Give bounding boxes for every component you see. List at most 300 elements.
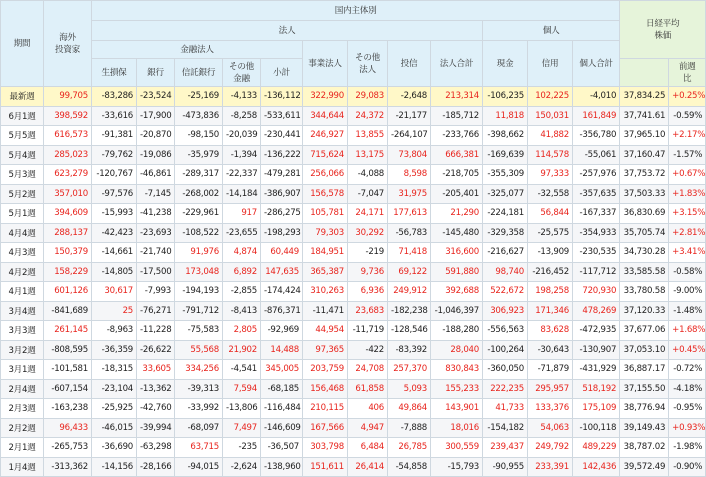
row-period: 最新週 xyxy=(1,87,44,107)
table-cell: 30,292 xyxy=(348,223,388,243)
table-cell: -13,362 xyxy=(137,379,175,399)
table-cell: 478,269 xyxy=(573,301,620,321)
table-cell: 28,040 xyxy=(431,340,483,360)
table-cell: 2,805 xyxy=(223,321,261,341)
table-cell: 79,303 xyxy=(303,223,348,243)
table-cell: -68,185 xyxy=(261,379,303,399)
table-cell: 345,005 xyxy=(261,360,303,380)
table-cell: 257,370 xyxy=(388,360,431,380)
table-cell: -20,039 xyxy=(223,126,261,146)
table-cell: -354,933 xyxy=(573,223,620,243)
table-cell: 147,635 xyxy=(261,262,303,282)
table-cell: -8,258 xyxy=(223,106,261,126)
table-cell: -216,452 xyxy=(528,262,573,282)
table-cell: -355,309 xyxy=(483,165,528,185)
table-cell: -101,581 xyxy=(44,360,92,380)
header-investment-trust: 投信 xyxy=(388,41,431,87)
table-cell: -1,394 xyxy=(223,145,261,165)
table-cell: -224,181 xyxy=(483,204,528,224)
header-subtotal: 小計 xyxy=(261,59,303,87)
table-cell: -4,010 xyxy=(573,87,620,107)
table-cell: -472,935 xyxy=(573,321,620,341)
table-cell: 666,381 xyxy=(431,145,483,165)
table-cell: 591,880 xyxy=(431,262,483,282)
table-cell: 357,010 xyxy=(44,184,92,204)
table-cell: 37,160.47 xyxy=(620,145,669,165)
table-cell: -357,635 xyxy=(573,184,620,204)
table-cell: +3.41% xyxy=(669,243,706,263)
table-cell: 213,314 xyxy=(431,87,483,107)
table-cell: -26,622 xyxy=(137,340,175,360)
table-row xyxy=(1,321,706,341)
header-foreign-investors: 海外 投資家 xyxy=(44,1,92,87)
table-cell: -33,616 xyxy=(92,106,137,126)
table-cell: 4,874 xyxy=(223,243,261,263)
table-cell: -1.98% xyxy=(669,438,706,458)
table-cell: -19,086 xyxy=(137,145,175,165)
table-cell: -79,762 xyxy=(92,145,137,165)
table-cell: -268,002 xyxy=(175,184,223,204)
table-cell: 285,023 xyxy=(44,145,92,165)
table-cell: 155,233 xyxy=(431,379,483,399)
table-cell: 33,605 xyxy=(137,360,175,380)
table-cell: -169,639 xyxy=(483,145,528,165)
row-period: 6月1週 xyxy=(1,106,44,126)
table-cell: 21,290 xyxy=(431,204,483,224)
table-cell: 522,672 xyxy=(483,282,528,302)
table-cell: -120,767 xyxy=(92,165,137,185)
table-cell: 63,715 xyxy=(175,438,223,458)
table-cell: 29,083 xyxy=(348,87,388,107)
table-cell: -100,264 xyxy=(483,340,528,360)
table-cell: 26,414 xyxy=(348,457,388,477)
table-cell: -39,313 xyxy=(175,379,223,399)
table-cell: -7,145 xyxy=(137,184,175,204)
table-cell: 13,855 xyxy=(348,126,388,146)
table-cell: -398,662 xyxy=(483,126,528,146)
table-cell: 71,418 xyxy=(388,243,431,263)
header-other-corp: その他 法人 xyxy=(348,41,388,87)
table-cell: -11,719 xyxy=(348,321,388,341)
table-cell: 37,741.61 xyxy=(620,106,669,126)
table-cell: 73,804 xyxy=(388,145,431,165)
table-cell: -17,500 xyxy=(137,262,175,282)
table-cell: -128,546 xyxy=(388,321,431,341)
table-cell: 38,776.94 xyxy=(620,399,669,419)
table-cell: 322,990 xyxy=(303,87,348,107)
table-cell: 105,781 xyxy=(303,204,348,224)
table-cell: 334,256 xyxy=(175,360,223,380)
table-cell: -1,046,397 xyxy=(431,301,483,321)
table-cell: 114,578 xyxy=(528,145,573,165)
row-period: 4月3週 xyxy=(1,243,44,263)
table-cell: 4,947 xyxy=(348,418,388,438)
table-cell: -91,381 xyxy=(92,126,137,146)
table-cell: -876,371 xyxy=(261,301,303,321)
table-cell: -185,712 xyxy=(431,106,483,126)
table-cell: -21,177 xyxy=(388,106,431,126)
table-cell: -18,315 xyxy=(92,360,137,380)
header-weekly-change: 前週 比 xyxy=(669,59,706,87)
header-individual: 個人 xyxy=(483,21,620,41)
table-cell: -146,609 xyxy=(261,418,303,438)
table-cell: -360,050 xyxy=(483,360,528,380)
table-cell: 31,975 xyxy=(388,184,431,204)
table-cell: 37,155.50 xyxy=(620,379,669,399)
table-row xyxy=(1,438,706,458)
table-cell: -7,993 xyxy=(137,282,175,302)
table-cell: 26,785 xyxy=(388,438,431,458)
table-cell: -265,753 xyxy=(44,438,92,458)
header-cash: 現金 xyxy=(483,41,528,87)
table-cell: -167,337 xyxy=(573,204,620,224)
table-cell: -20,870 xyxy=(137,126,175,146)
table-cell: 39,572.49 xyxy=(620,457,669,477)
table-row xyxy=(1,165,706,185)
table-row xyxy=(1,457,706,477)
table-cell: -22,337 xyxy=(223,165,261,185)
table-cell: 41,733 xyxy=(483,399,528,419)
header-corp-total: 法人合計 xyxy=(431,41,483,87)
table-cell: -15,793 xyxy=(431,457,483,477)
row-period: 2月3週 xyxy=(1,399,44,419)
table-cell: 21,902 xyxy=(223,340,261,360)
table-cell: 98,740 xyxy=(483,262,528,282)
table-cell: -235 xyxy=(223,438,261,458)
table-cell: 365,387 xyxy=(303,262,348,282)
table-cell: 97,333 xyxy=(528,165,573,185)
table-cell: -145,480 xyxy=(431,223,483,243)
table-cell: -36,690 xyxy=(92,438,137,458)
table-cell: 256,066 xyxy=(303,165,348,185)
table-cell: 518,192 xyxy=(573,379,620,399)
row-period: 5月5週 xyxy=(1,126,44,146)
table-cell: -36,507 xyxy=(261,438,303,458)
table-cell: -4,541 xyxy=(223,360,261,380)
table-cell: -14,184 xyxy=(223,184,261,204)
table-cell: 210,115 xyxy=(303,399,348,419)
row-period: 3月1週 xyxy=(1,360,44,380)
row-period: 5月1週 xyxy=(1,204,44,224)
table-cell: -15,993 xyxy=(92,204,137,224)
table-cell: 96,433 xyxy=(44,418,92,438)
table-cell: -42,760 xyxy=(137,399,175,419)
table-cell: 394,609 xyxy=(44,204,92,224)
table-row xyxy=(1,223,706,243)
table-cell: 38,787.02 xyxy=(620,438,669,458)
row-period: 4月1週 xyxy=(1,282,44,302)
table-cell: 246,927 xyxy=(303,126,348,146)
table-cell: 35,705.74 xyxy=(620,223,669,243)
table-cell: -473,836 xyxy=(175,106,223,126)
table-cell: -11,471 xyxy=(303,301,348,321)
table-cell: -100,118 xyxy=(573,418,620,438)
table-cell: 239,437 xyxy=(483,438,528,458)
table-cell: +0.93% xyxy=(669,418,706,438)
table-cell: -68,097 xyxy=(175,418,223,438)
table-cell: 184,951 xyxy=(303,243,348,263)
table-cell: 198,258 xyxy=(528,282,573,302)
row-period: 2月1週 xyxy=(1,438,44,458)
table-cell: -90,955 xyxy=(483,457,528,477)
table-cell: 133,376 xyxy=(528,399,573,419)
table-cell: 7,594 xyxy=(223,379,261,399)
table-cell: 392,688 xyxy=(431,282,483,302)
header-life-insurance: 生損保 xyxy=(92,59,137,87)
table-cell: -0.58% xyxy=(669,262,706,282)
table-cell: 173,048 xyxy=(175,262,223,282)
table-cell: 37,677.06 xyxy=(620,321,669,341)
table-body xyxy=(1,87,706,477)
table-cell: -329,358 xyxy=(483,223,528,243)
table-cell: 41,882 xyxy=(528,126,573,146)
table-cell: -479,281 xyxy=(261,165,303,185)
table-row xyxy=(1,184,706,204)
table-cell: -14,156 xyxy=(92,457,137,477)
table-cell: 13,175 xyxy=(348,145,388,165)
table-cell: 158,229 xyxy=(44,262,92,282)
table-cell: -11,228 xyxy=(137,321,175,341)
table-cell: 56,844 xyxy=(528,204,573,224)
table-cell: -46,861 xyxy=(137,165,175,185)
table-cell: 616,573 xyxy=(44,126,92,146)
table-cell: -14,805 xyxy=(92,262,137,282)
table-cell: -0.72% xyxy=(669,360,706,380)
table-cell: -230,441 xyxy=(261,126,303,146)
header-margin: 信用 xyxy=(528,41,573,87)
table-cell: 33,780.58 xyxy=(620,282,669,302)
table-cell: 9,736 xyxy=(348,262,388,282)
table-cell: 175,109 xyxy=(573,399,620,419)
table-cell: -23,655 xyxy=(223,223,261,243)
table-cell: 24,708 xyxy=(348,360,388,380)
table-cell: -230,535 xyxy=(573,243,620,263)
table-cell: 6,484 xyxy=(348,438,388,458)
table-row xyxy=(1,145,706,165)
table-cell: -0.59% xyxy=(669,106,706,126)
table-cell: -0.95% xyxy=(669,399,706,419)
table-cell: -138,960 xyxy=(261,457,303,477)
table-cell: -4,088 xyxy=(348,165,388,185)
table-cell: -7,047 xyxy=(348,184,388,204)
table-cell: 36,887.17 xyxy=(620,360,669,380)
table-cell: 37,503.33 xyxy=(620,184,669,204)
table-cell: -205,401 xyxy=(431,184,483,204)
table-cell: +0.25% xyxy=(669,87,706,107)
table-cell: 69,122 xyxy=(388,262,431,282)
table-row xyxy=(1,243,706,263)
header-domestic: 国内主体別 xyxy=(92,1,620,21)
table-cell: -219 xyxy=(348,243,388,263)
table-cell: -2,624 xyxy=(223,457,261,477)
table-cell: +0.45% xyxy=(669,340,706,360)
table-cell: 601,126 xyxy=(44,282,92,302)
table-cell: 33,585.58 xyxy=(620,262,669,282)
table-cell: -55,061 xyxy=(573,145,620,165)
table-cell: 24,171 xyxy=(348,204,388,224)
table-cell: -25,575 xyxy=(528,223,573,243)
table-cell: -46,015 xyxy=(92,418,137,438)
table-row xyxy=(1,262,706,282)
header-nikkei-average: 日経平均 株価 xyxy=(620,1,706,59)
table-cell: -7,888 xyxy=(388,418,431,438)
table-cell: -106,235 xyxy=(483,87,528,107)
table-cell: -136,112 xyxy=(261,87,303,107)
header-financial-corporate: 金融法人 xyxy=(92,41,303,59)
table-cell: +1.83% xyxy=(669,184,706,204)
table-cell: 34,730.28 xyxy=(620,243,669,263)
table-row xyxy=(1,87,706,107)
header-nikkei-price xyxy=(620,59,669,87)
table-row xyxy=(1,106,706,126)
table-cell: -233,766 xyxy=(431,126,483,146)
table-row xyxy=(1,360,706,380)
row-period: 5月4週 xyxy=(1,145,44,165)
table-row xyxy=(1,399,706,419)
table-cell: -21,740 xyxy=(137,243,175,263)
table-cell: 8,598 xyxy=(388,165,431,185)
table-cell: -92,969 xyxy=(261,321,303,341)
table-cell: -63,298 xyxy=(137,438,175,458)
table-cell: -97,576 xyxy=(92,184,137,204)
table-cell: 99,705 xyxy=(44,87,92,107)
table-cell: -198,293 xyxy=(261,223,303,243)
table-cell: -182,238 xyxy=(388,301,431,321)
table-cell: -431,929 xyxy=(573,360,620,380)
table-cell: 288,137 xyxy=(44,223,92,243)
table-cell: 249,912 xyxy=(388,282,431,302)
table-cell: -83,392 xyxy=(388,340,431,360)
row-period: 5月2週 xyxy=(1,184,44,204)
table-cell: 55,568 xyxy=(175,340,223,360)
table-cell: -174,424 xyxy=(261,282,303,302)
table-cell: -229,961 xyxy=(175,204,223,224)
table-cell: 917 xyxy=(223,204,261,224)
table-cell: -556,563 xyxy=(483,321,528,341)
table-cell: -422 xyxy=(348,340,388,360)
header-bank: 銀行 xyxy=(137,59,175,87)
header-corporate: 法人 xyxy=(92,21,483,41)
table-cell: -136,222 xyxy=(261,145,303,165)
table-cell: 295,957 xyxy=(528,379,573,399)
table-cell: 37,834.25 xyxy=(620,87,669,107)
table-cell: -8,413 xyxy=(223,301,261,321)
table-cell: 36,830.69 xyxy=(620,204,669,224)
table-cell: -325,077 xyxy=(483,184,528,204)
table-cell: 25 xyxy=(92,301,137,321)
table-cell: -54,858 xyxy=(388,457,431,477)
table-cell: 23,683 xyxy=(348,301,388,321)
table-cell: -313,362 xyxy=(44,457,92,477)
table-cell: -28,166 xyxy=(137,457,175,477)
table-cell: 151,611 xyxy=(303,457,348,477)
table-cell: 489,229 xyxy=(573,438,620,458)
row-period: 4月4週 xyxy=(1,223,44,243)
table-cell: -108,522 xyxy=(175,223,223,243)
table-cell: -8,963 xyxy=(92,321,137,341)
table-cell: -14,661 xyxy=(92,243,137,263)
table-cell: 6,892 xyxy=(223,262,261,282)
table-cell: -25,925 xyxy=(92,399,137,419)
row-period: 3月3週 xyxy=(1,321,44,341)
table-cell: -194,193 xyxy=(175,282,223,302)
table-cell: 830,843 xyxy=(431,360,483,380)
table-cell: -116,484 xyxy=(261,399,303,419)
table-cell: 316,600 xyxy=(431,243,483,263)
row-period: 4月2週 xyxy=(1,262,44,282)
table-cell: -35,979 xyxy=(175,145,223,165)
table-cell: -841,689 xyxy=(44,301,92,321)
row-period: 3月4週 xyxy=(1,301,44,321)
table-cell: -257,976 xyxy=(573,165,620,185)
table-cell: 720,930 xyxy=(573,282,620,302)
table-cell: -25,169 xyxy=(175,87,223,107)
table-cell: 30,617 xyxy=(92,282,137,302)
table-cell: -264,107 xyxy=(388,126,431,146)
table-cell: -188,280 xyxy=(431,321,483,341)
table-cell: 54,063 xyxy=(528,418,573,438)
table-row xyxy=(1,301,706,321)
table-cell: -94,015 xyxy=(175,457,223,477)
table-cell: +2.17% xyxy=(669,126,706,146)
table-cell: 37,965.10 xyxy=(620,126,669,146)
table-cell: -23,524 xyxy=(137,87,175,107)
table-cell: -17,900 xyxy=(137,106,175,126)
table-cell: -163,238 xyxy=(44,399,92,419)
table-cell: 39,149.43 xyxy=(620,418,669,438)
table-cell: -76,271 xyxy=(137,301,175,321)
table-row xyxy=(1,418,706,438)
table-cell: 310,263 xyxy=(303,282,348,302)
row-period: 2月4週 xyxy=(1,379,44,399)
header-individual-total: 個人合計 xyxy=(573,41,620,87)
table-cell: -356,780 xyxy=(573,126,620,146)
table-cell: -98,150 xyxy=(175,126,223,146)
table-cell: 11,818 xyxy=(483,106,528,126)
table-cell: 44,954 xyxy=(303,321,348,341)
table-cell: -39,994 xyxy=(137,418,175,438)
table-cell: -83,286 xyxy=(92,87,137,107)
table-cell: 177,613 xyxy=(388,204,431,224)
table-cell: -4.18% xyxy=(669,379,706,399)
table-cell: 60,449 xyxy=(261,243,303,263)
table-cell: -30,643 xyxy=(528,340,573,360)
table-cell: -23,693 xyxy=(137,223,175,243)
table-cell: -13,806 xyxy=(223,399,261,419)
table-cell: -2,855 xyxy=(223,282,261,302)
table-cell: +1.68% xyxy=(669,321,706,341)
table-cell: 344,644 xyxy=(303,106,348,126)
table-cell: 61,858 xyxy=(348,379,388,399)
table-cell: 203,759 xyxy=(303,360,348,380)
table-cell: -117,712 xyxy=(573,262,620,282)
table-cell: 261,145 xyxy=(44,321,92,341)
table-cell: -13,909 xyxy=(528,243,573,263)
row-period: 2月2週 xyxy=(1,418,44,438)
header-business-corp: 事業法人 xyxy=(303,41,348,87)
table-row xyxy=(1,204,706,224)
table-cell: 24,372 xyxy=(348,106,388,126)
row-period: 1月4週 xyxy=(1,457,44,477)
table-cell: 102,225 xyxy=(528,87,573,107)
table-cell: -0.90% xyxy=(669,457,706,477)
table-cell: -1.48% xyxy=(669,301,706,321)
table-cell: -386,907 xyxy=(261,184,303,204)
table-cell: -36,359 xyxy=(92,340,137,360)
table-cell: -9.00% xyxy=(669,282,706,302)
table-cell: 233,391 xyxy=(528,457,573,477)
table-cell: 300,559 xyxy=(431,438,483,458)
